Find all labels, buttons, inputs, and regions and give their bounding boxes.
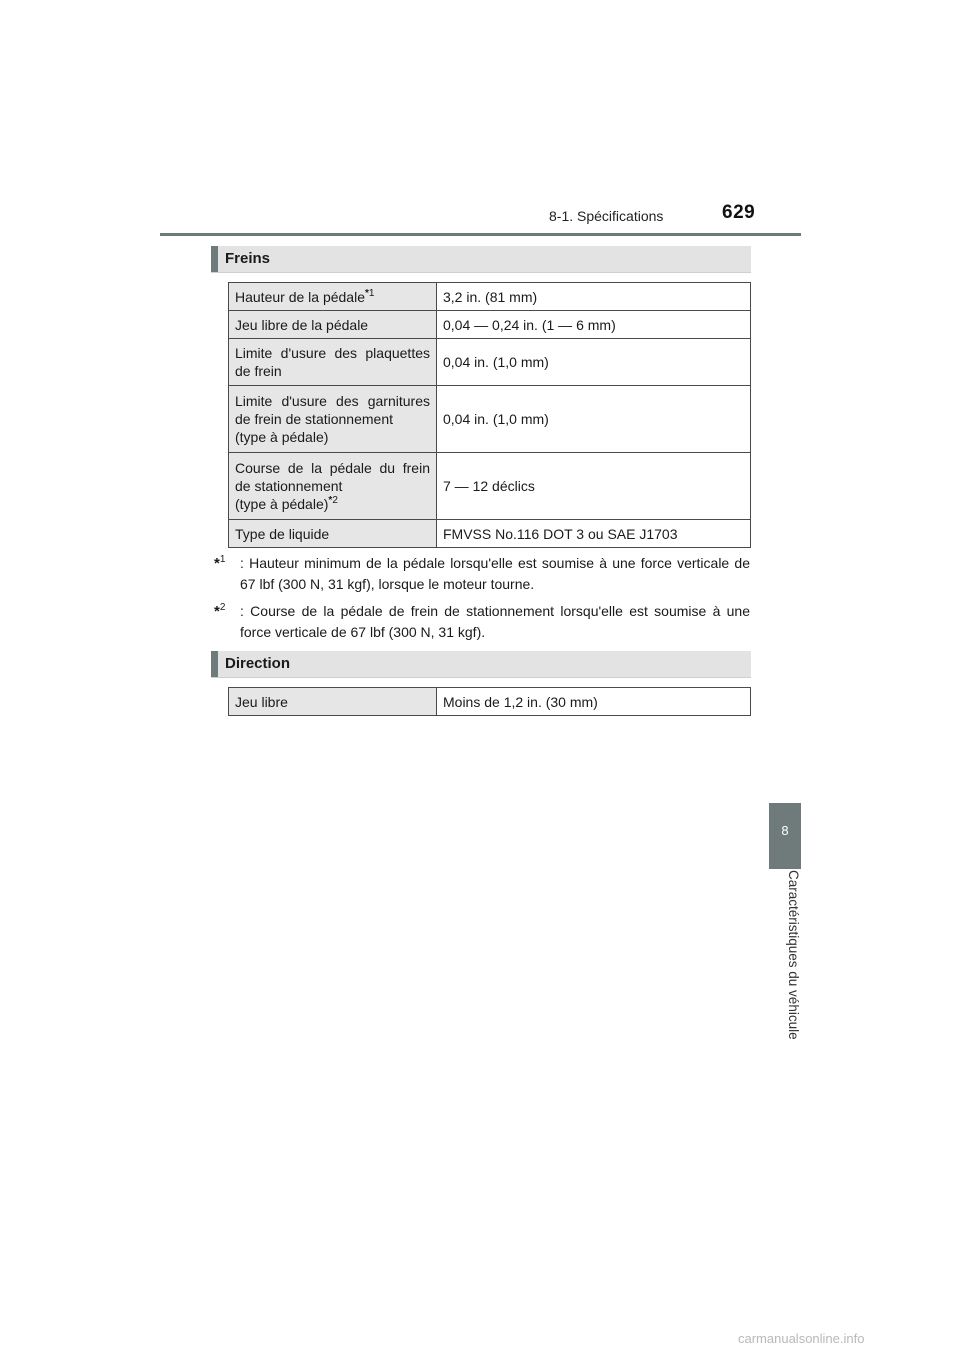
page-number: 629 [722,202,756,223]
section-accent-bar [211,246,218,272]
section-accent-bar [211,651,218,677]
section-heading-freins [211,246,751,273]
section-title-freins: Freins [225,250,271,267]
table-row [229,386,751,453]
spec-value: 0,04 in. (1,0 mm) [437,339,751,386]
spec-label: Course de la pédale du frein de stationnement (type à pédale)$^{*2}$ [229,453,437,520]
spec-label: Limite d'usure des plaquettes de frein [229,339,437,386]
table-row [229,520,751,548]
watermark: carmanualsonline.info [738,1331,865,1346]
spec-value: 0,04 — 0,24 in. (1 — 6 mm) [437,311,751,339]
spec-value: 7 — 12 déclics [437,453,751,520]
spec-label: Type de liquide [229,520,437,548]
footnote-text: : Hauteur minimum de la pédale lorsqu'elle est soumise à une force verticale de 67 lbf (300 N, 31 kgf), lorsque le moteur tourne. [240,555,750,592]
table-row [229,688,751,716]
footnote-text: : Course de la pédale de frein de stationnement lorsqu'elle est soumise à une force verticale de 67 lbf (300 N, 31 kgf). [240,603,750,640]
chapter-title: Caractéristiques du véhicule [786,870,801,1040]
brakes-spec-table [228,282,751,548]
spec-value: 0,04 in. (1,0 mm) [437,386,751,453]
footnote-2 [214,601,750,643]
table-row [229,339,751,386]
spec-value: FMVSS No.116 DOT 3 ou SAE J1703 [437,520,751,548]
spec-label: Jeu libre [229,688,437,716]
chapter-tab [769,803,801,869]
section-title: 8-1. Spécifications [549,208,664,224]
spec-value: 3,2 in. (81 mm) [437,283,751,311]
spec-label: Hauteur de la pédale$^{*1}$ [229,283,437,311]
section-title-direction: Direction [225,655,291,672]
table-row [229,283,751,311]
footnote-1 [214,553,750,595]
footnote-marker: *$^1$ [214,554,226,572]
footnote-marker: *$^2$ [214,602,226,620]
steering-spec-table [228,687,751,716]
spec-label: Limite d'usure des garnitures de frein de stationnement (type à pédale) [229,386,437,453]
spec-value: Moins de 1,2 in. (30 mm) [437,688,751,716]
table-row [229,311,751,339]
table-row [229,453,751,520]
chapter-number: 8 [781,823,789,838]
header-divider [160,233,801,236]
spec-label: Jeu libre de la pédale [229,311,437,339]
section-heading-direction [211,651,751,678]
